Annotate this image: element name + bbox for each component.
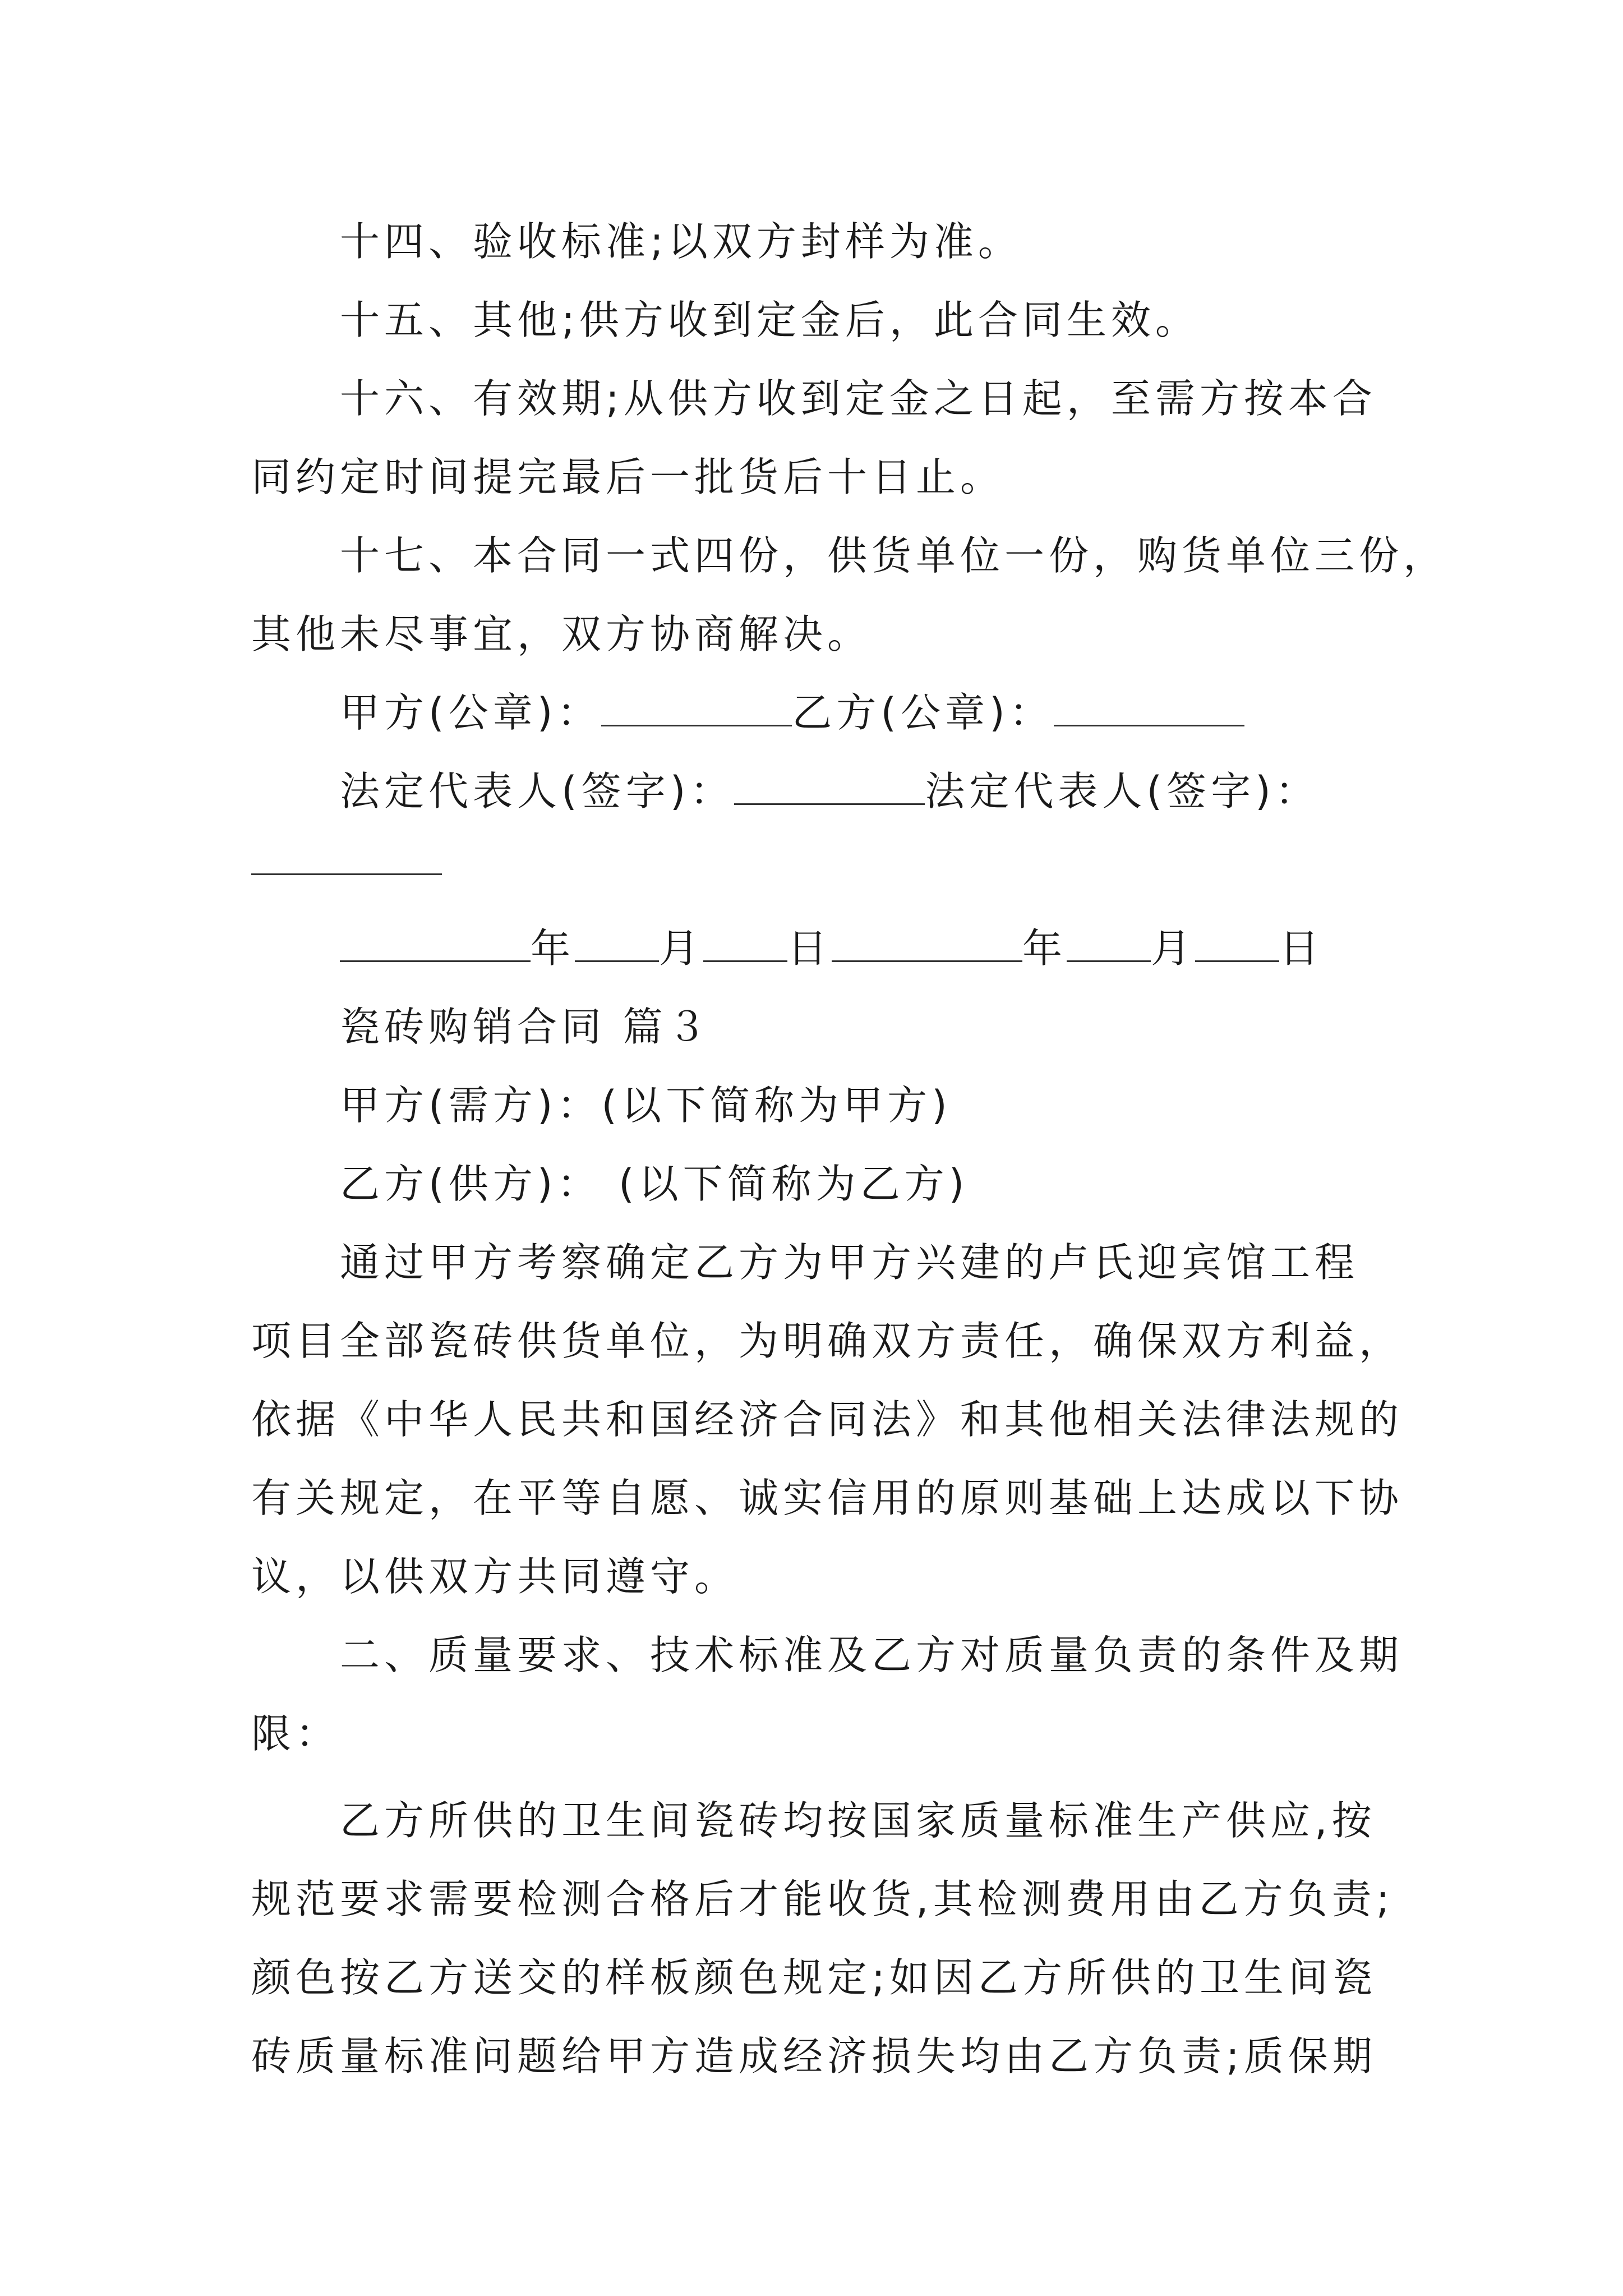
date-b-year-label: 年 [1022, 925, 1067, 972]
clause-14: 十四、验收标准;以双方封样为准。 [340, 218, 1022, 265]
date-a-month-label: 月 [659, 925, 704, 972]
date-b-day-blank[interactable] [1195, 960, 1279, 962]
rep-b-blank[interactable] [251, 873, 442, 875]
date-b-month-label: 月 [1151, 925, 1196, 972]
clause-2-heading-cont: 限： [251, 1710, 340, 1757]
clause-2-heading: 二、质量要求、技术标准及乙方对质量负责的条件及期 [340, 1632, 1404, 1678]
representative-line [340, 768, 1478, 815]
clause-2-body-1: 乙方所供的卫生间瓷砖均按国家质量标准生产供应,按 [340, 1797, 1376, 1844]
party-a-seal-label: 甲方(公章)： [340, 689, 602, 736]
intro-line-4: 有关规定，在平等自愿、诚实信用的原则基础上达成以下协 [251, 1475, 1404, 1521]
date-a-year-label: 年 [531, 925, 575, 972]
clause-2-body-4: 砖质量标准问题给甲方造成经济损失均由乙方负责;质保期 [251, 2033, 1377, 2079]
intro-line-1: 通过甲方考察确定乙方为甲方兴建的卢氏迎宾馆工程 [340, 1239, 1359, 1286]
date-a-month-blank[interactable] [575, 960, 659, 962]
seal-line [340, 689, 1478, 736]
rep-a-label: 法定代表人(签字)： [340, 768, 735, 815]
clause-15: 十五、其他;供方收到定金后，此合同生效。 [340, 297, 1200, 343]
date-a-day-blank[interactable] [703, 960, 787, 962]
party-a-seal-blank[interactable] [601, 724, 792, 726]
date-a-day-label: 日 [787, 925, 832, 972]
date-line [340, 925, 1478, 972]
rep-a-blank[interactable] [734, 803, 925, 805]
rep-b-label: 法定代表人(签字)： [925, 768, 1320, 815]
date-b-day-label: 日 [1279, 925, 1324, 972]
rep-b-blank-line [251, 841, 1390, 881]
intro-line-2: 项目全部瓷砖供货单位，为明确双方责任，确保双方利益， [251, 1318, 1404, 1364]
date-b-year-blank[interactable] [832, 960, 1022, 962]
clause-16: 十六、有效期;从供方收到定金之日起，至需方按本合 [340, 375, 1377, 422]
clause-2-body-2: 规范要求需要检测合格后才能收货,其检测费用由乙方负责; [251, 1876, 1394, 1922]
clause-17-cont: 其他未尽事宜，双方协商解决。 [251, 611, 872, 657]
party-b-seal-blank[interactable] [1054, 724, 1244, 726]
date-a-year-blank[interactable] [340, 960, 531, 962]
intro-line-5: 议，以供双方共同遵守。 [251, 1553, 739, 1600]
section-title: 瓷砖购销合同 篇３ [340, 1004, 712, 1050]
party-b-seal-label: 乙方(公章)： [792, 689, 1054, 736]
clause-16-cont: 同约定时间提完最后一批货后十日止。 [251, 454, 1005, 500]
intro-line-3: 依据《中华人民共和国经济合同法》和其他相关法律法规的 [251, 1396, 1404, 1443]
clause-2-body-3: 颜色按乙方送交的样板颜色规定;如因乙方所供的卫生间瓷 [251, 1954, 1377, 2001]
clause-17: 十七、本合同一式四份，供货单位一份，购货单位三份， [340, 532, 1448, 579]
party-a-line: 甲方(需方)：(以下简称为甲方) [340, 1082, 952, 1129]
date-b-month-blank[interactable] [1067, 960, 1151, 962]
party-b-line: 乙方(供方)： (以下简称为乙方) [340, 1161, 969, 1207]
